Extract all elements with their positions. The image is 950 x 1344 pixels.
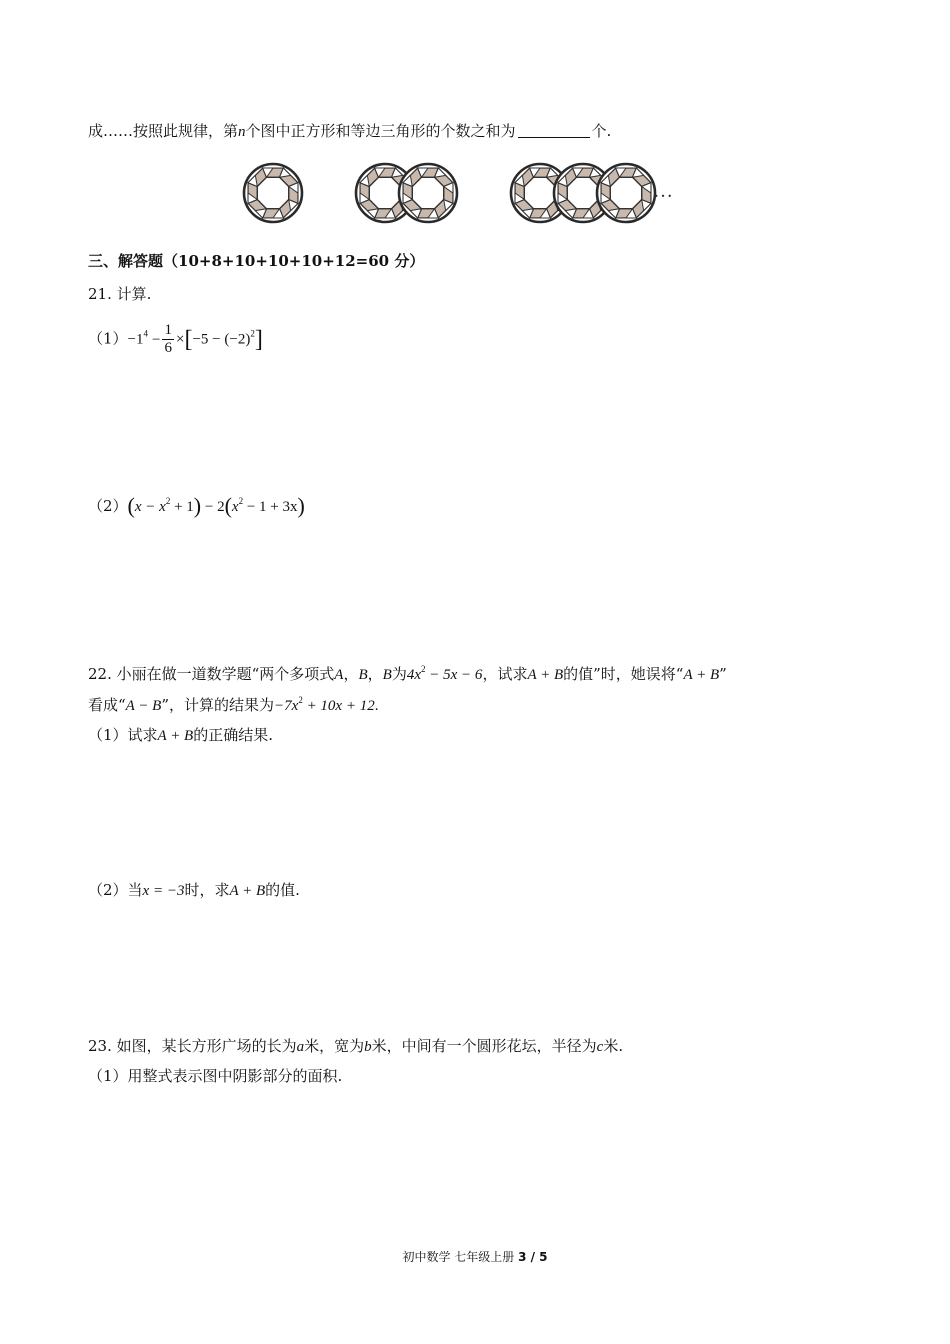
q21-p1-exp-a: 4 (143, 328, 149, 339)
var-a: a (296, 1039, 305, 1055)
fraction-denominator: 6 (164, 340, 172, 356)
q21-part1-label: （1） (88, 329, 128, 348)
q21-p2-term-1: x − x (134, 499, 166, 515)
q22-l1-text-b: 为 (391, 665, 407, 683)
inner-octagon (257, 177, 288, 208)
pattern-figure-2 (356, 164, 457, 222)
pattern-figures (235, 155, 705, 230)
inner-octagon (369, 177, 400, 208)
inner-octagon (412, 177, 443, 208)
q21-p1-left-bracket: [ (184, 326, 193, 353)
section3-heading: 三、解答题（10+8+10+10+10+12=60 分） (88, 252, 425, 270)
q21-part1 (88, 322, 263, 357)
q21-p1-exp-b: 2 (250, 328, 255, 339)
q22-sep: ， (343, 665, 359, 683)
q22-l2-text-b: ”，计算的结果为 (161, 696, 275, 714)
poly-term-b: − 5x − 6 (425, 667, 483, 683)
q20-line (88, 121, 611, 142)
var-A: A (334, 667, 344, 683)
q20-var-n: n (238, 124, 246, 140)
q22-l1-text-e: ” (719, 665, 727, 683)
q21-part2 (88, 493, 305, 518)
q22-line1 (88, 664, 727, 685)
pattern-figure-3 (511, 164, 655, 222)
q22-p1-text-a: （1）试求 (88, 726, 158, 744)
expr-a-plus-b: A + B (157, 728, 194, 744)
q21-p1-minus: − (152, 331, 161, 348)
q23-line1 (88, 1036, 623, 1057)
q21-p1-times: × (175, 331, 185, 348)
q20-text-post: 个图中正方形和等边三角形的个数之和为 (245, 122, 516, 140)
q20-text-end: 个. (591, 122, 612, 140)
figure-ellipsis: … (653, 180, 673, 202)
result-exp: 2 (298, 695, 303, 705)
q22-p2-x-value: x = −3 (142, 883, 185, 899)
var-B: B (358, 667, 368, 683)
octagon-ring (597, 164, 655, 222)
expr-a-plus-b: A + B (527, 667, 564, 683)
page-number: 3 / 5 (518, 1250, 548, 1264)
q22-p1-text-b: 的正确结果. (193, 726, 274, 744)
expr-a-minus-b: A − B (125, 698, 162, 714)
inner-octagon (610, 177, 641, 208)
octagon-ring (399, 164, 457, 222)
q23-part1: （1）用整式表示图中阴影部分的面积. (88, 1067, 343, 1085)
q21-title: 21. 计算. (88, 285, 152, 303)
q22-part1 (88, 725, 273, 746)
expr-a-plus-b: A + B (683, 667, 720, 683)
var-B: B (382, 667, 392, 683)
q23-l1-text-c: 米，中间有一个圆形花坛，半径为 (371, 1037, 597, 1055)
q22-line2 (88, 695, 378, 716)
q21-p2-term-2: + 1 (170, 499, 194, 515)
q22-l2-end: . (374, 698, 379, 714)
q22-part2 (88, 880, 300, 901)
q22-p2-text-a: （2）当 (88, 881, 143, 899)
q21-part2-label: （2） (88, 497, 128, 515)
var-c: c (596, 1039, 604, 1055)
inner-octagon (524, 177, 555, 208)
poly-exp: 2 (421, 664, 426, 674)
q21-p2-rparen-1: ) (193, 493, 202, 518)
q23-l1-text-d: 米. (603, 1037, 624, 1055)
q21-p1-fraction (162, 322, 174, 357)
q20-text-pre: 成……按照此规律，第 (88, 122, 239, 140)
q22-p2-text-c: 的值. (265, 881, 300, 899)
q23-l1-text-a: 23. 如图，某长方形广场的长为 (88, 1037, 297, 1055)
q22-sep: ， (367, 665, 383, 683)
q21-p1-term-a: −1 (127, 331, 144, 348)
q22-p2-text-b: 时，求 (184, 881, 230, 899)
page-footer (0, 1248, 950, 1265)
q22-l2-text-a: 看成“ (88, 696, 126, 714)
q21-p2-mid: − 2 (201, 499, 225, 515)
octagon-ring (244, 164, 302, 222)
q21-p2-lparen-2: ( (224, 493, 232, 518)
q23-l1-text-b: 米，宽为 (304, 1037, 365, 1055)
q22-l1-text-d: 的值”时，她误将“ (563, 665, 684, 683)
q21-p2-rparen-2: ) (297, 493, 305, 518)
poly-term-a: 4x (406, 667, 422, 683)
q21-p2-exp-1: 2 (165, 496, 171, 506)
pattern-figure-1 (244, 164, 302, 222)
q20-answer-blank (518, 123, 590, 138)
footer-subject: 初中数学 七年级上册 (402, 1250, 519, 1264)
result-term-a: −7x (274, 698, 299, 714)
inner-octagon (567, 177, 598, 208)
fraction-numerator: 1 (164, 322, 172, 338)
var-b: b (364, 1039, 372, 1055)
q21-p2-term-4: − 1 + 3x (243, 499, 298, 515)
q22-l1-text-c: ，试求 (482, 665, 528, 683)
q21-p2-term-3: x (231, 499, 239, 515)
q21-p2-lparen-1: ( (127, 493, 135, 518)
q21-p2-exp-2: 2 (238, 496, 244, 506)
q21-p1-body: −5 − (−2) (192, 331, 251, 348)
q22-l1-text-a: 22. 小丽在做一道数学题“两个多项式 (88, 665, 335, 683)
expr-a-plus-b: A + B (229, 883, 266, 899)
q21-p1-right-bracket: ] (254, 326, 263, 353)
result-term-b: + 10x + 12 (302, 698, 375, 714)
